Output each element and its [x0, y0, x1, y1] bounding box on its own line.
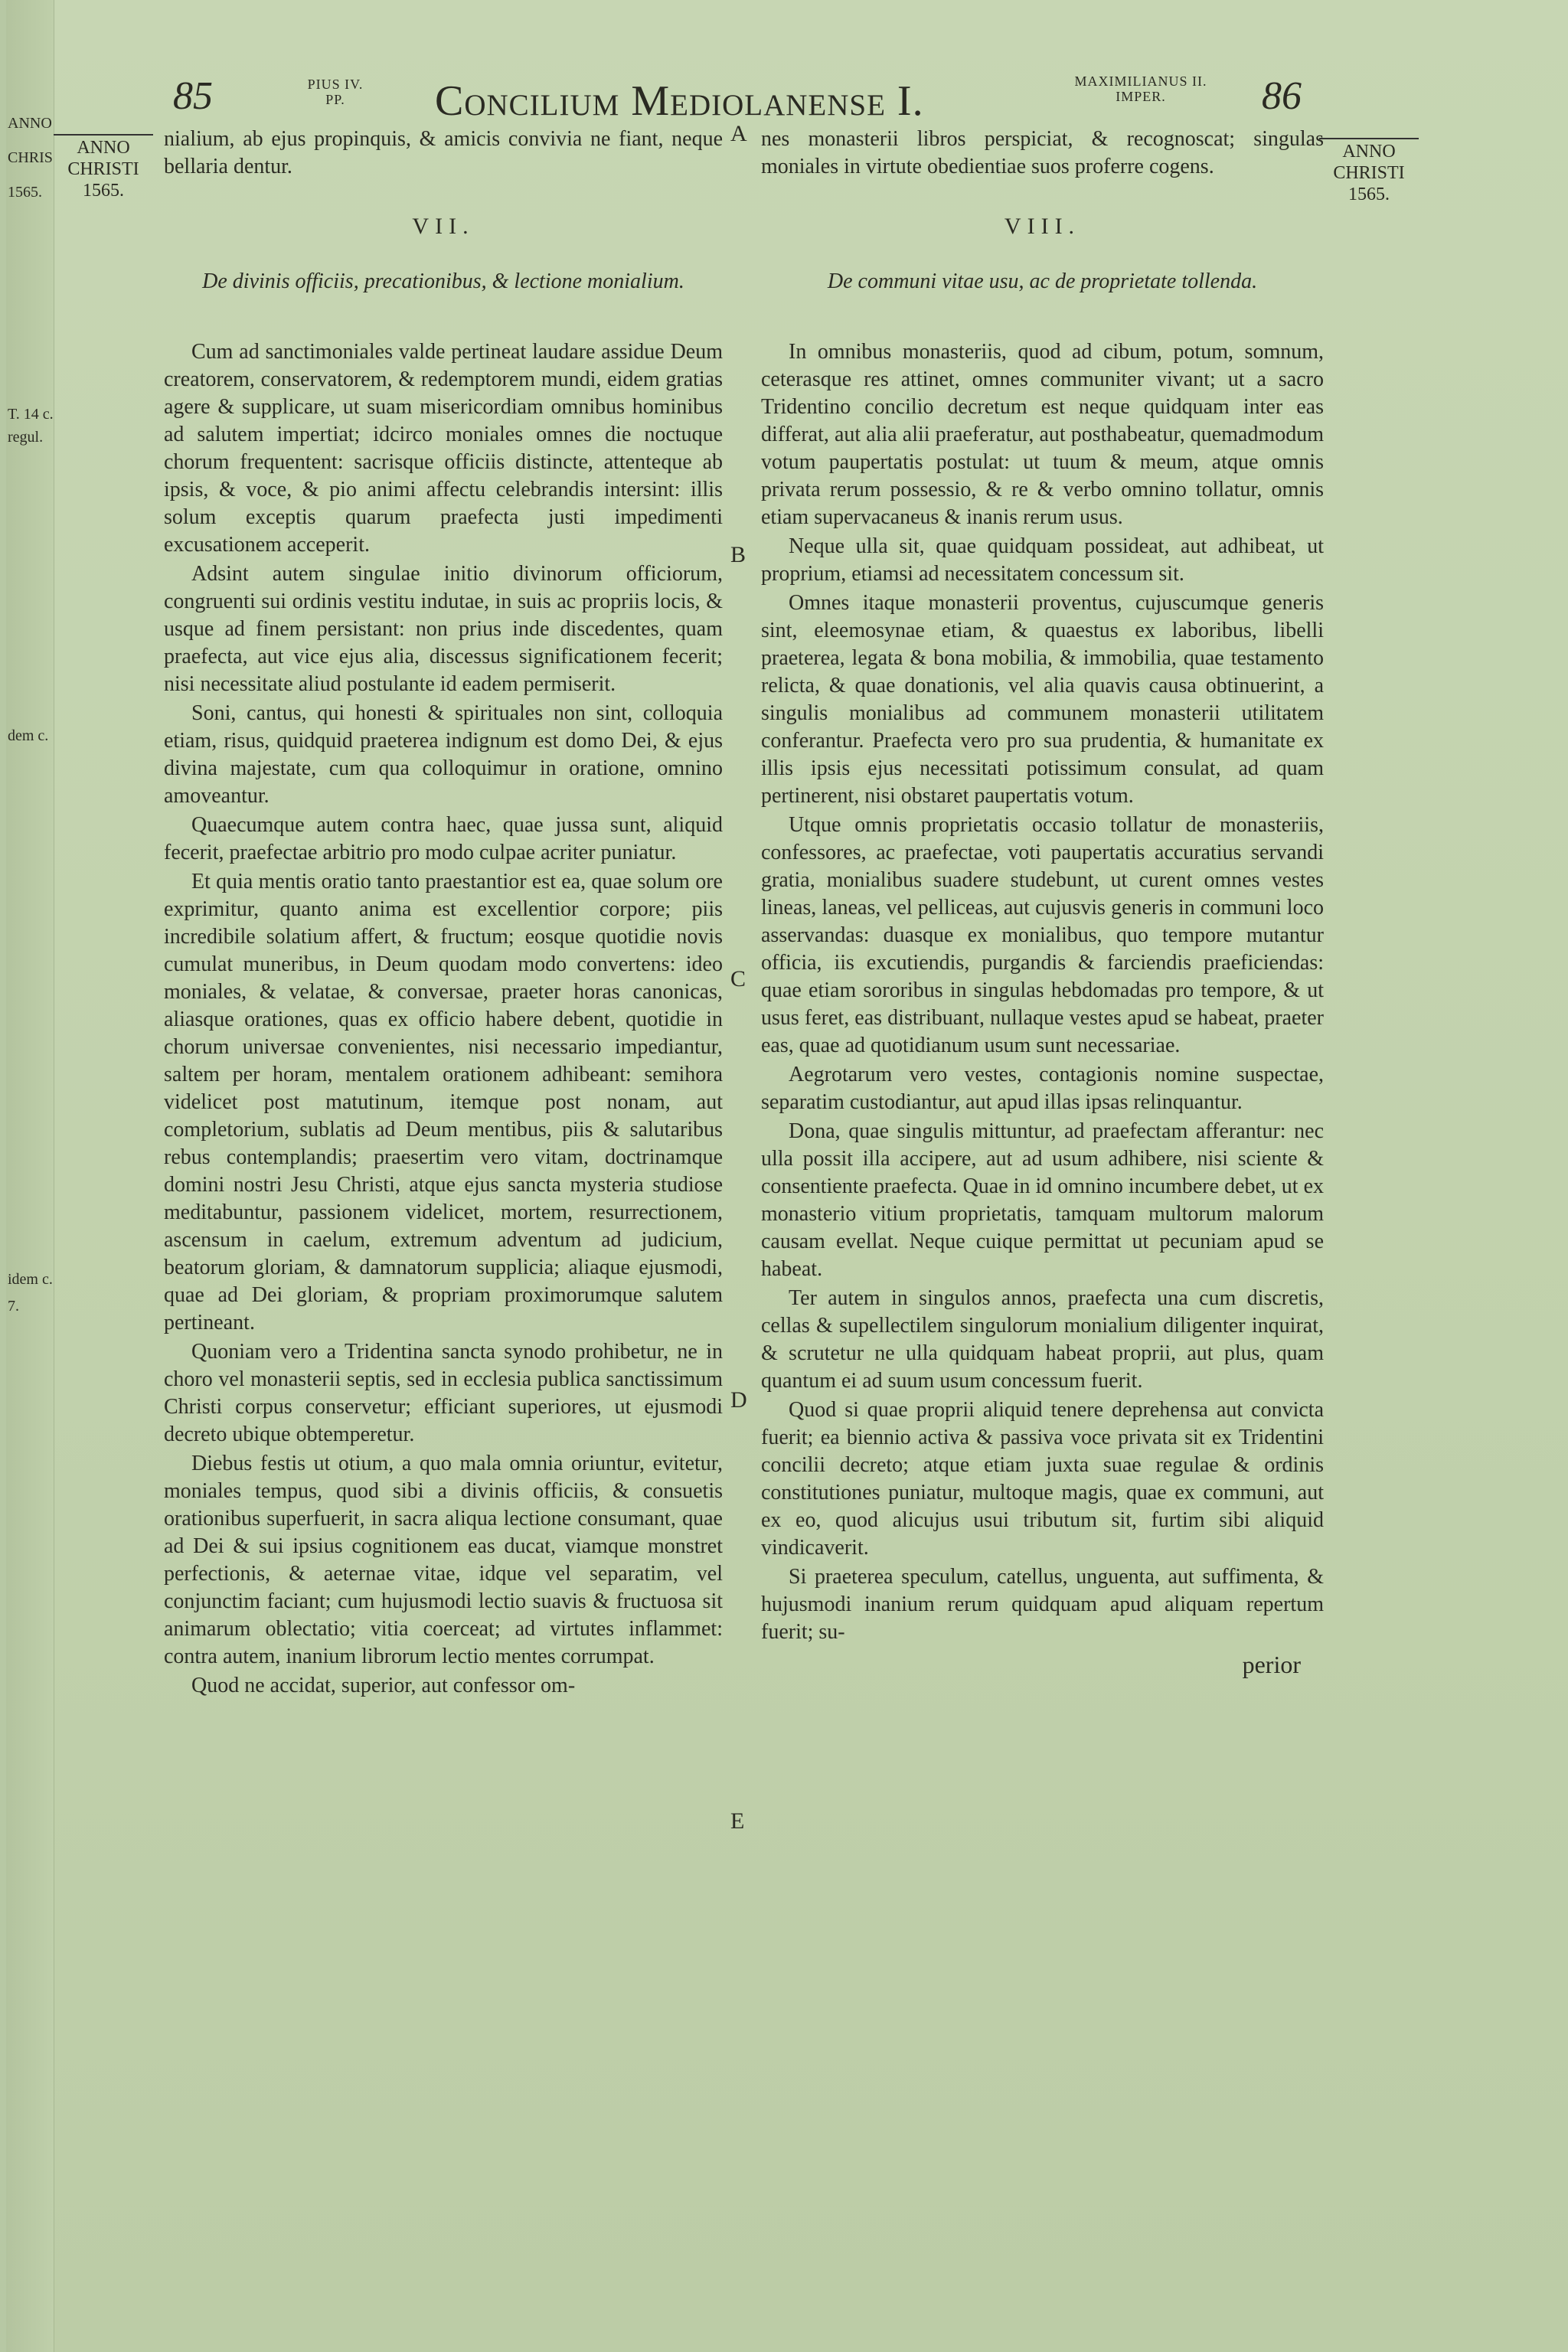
- paragraph: Utque omnis proprietatis occasio tollatur de monasteriis, confessores, ac praefectae, voti paupertatis accuratius servandi gratia, monialibus suadere studebunt, ut curent omnes vestes lineas, laneas, vel pelliceas, aut cujusvis generis in communi loco asservandas: duasque ex monialibus, quo tempore mutantur officia, iis excutiendis, purgandis & farciendis praeficiendas: quae etiam sororibus in singulas hebdomadas pro tempore, & ut usus feret, eas distribuant, nullaque vestes apud se habeat, praeter eas, quae ad quotidianum usum sunt necessariae.: [761, 813, 1324, 1057]
- paragraph: Omnes itaque monasterii proventus, cujuscumque generis sint, eleemosynae etiam, & quaestus ex laboribus, libelli praeterea, legata & bona mobilia, & immobilia, quae testamento relicta, & quae donationis, vel alia quavis causa obtinuerint, a singulis monialibus ad communem monasterii utilitatem conferantur. Praefecta vero pro sua prudentia, & humanitate ex illis ipsis ejus necessitati potissimum consulat, ad quam pertinerent, nisi obstaret paupertatis votum.: [761, 591, 1324, 808]
- edge-note: CHRIS: [8, 149, 53, 166]
- catchword: perior: [1242, 1651, 1301, 1678]
- paragraph: Ter autem in singulos annos, praefecta una cum discretis, cellas & supellectilem singulorum monialium diligenter inquirat, & scrutetur ne ulla quidquam habeat proprii, aut plus, quam quantum ei ad suum usum concessum fuerit.: [761, 1286, 1324, 1393]
- left-column: [164, 126, 723, 1701]
- page-number-left: 85: [173, 74, 213, 118]
- paragraph: In omnibus monasteriis, quod ad cibum, potum, somnum, ceterasque res attinet, omnes communiter vivant; ut a sacro Tridentino concilio decretum est neque quidquam inter eas differat, aut alia alii praeferatur, aut posthabeatur, quemadmodum votum paupertatis postulat: ut tuum & meum, atque omnis privata rerum possessio, & re & verbo omnino tollatur, omnis etiam supervacaneus & inanis rerum usus.: [761, 340, 1324, 529]
- paragraph: Dona, quae singulis mittuntur, ad praefectam afferantur: nec ulla possit illa accipere, aut ad usum adhibere, nisi sciente & consentiente praefecta. Quae in id omnino incumbere debet, ut ex monasterio vitium proprietatis, tamquam multorum malorum causam evellat. Neque cuique permittat ut pecuniam apud se habeat.: [761, 1119, 1324, 1281]
- chapter-number: VIII.: [1004, 214, 1081, 239]
- page-number-right: 86: [1262, 74, 1302, 118]
- adjacent-page-edge: [6, 0, 54, 2352]
- paragraph: Quoniam vero a Tridentina sancta synodo prohibetur, ne in choro vel monasterii septis, sed in ecclesia publica sanctissimum Christi corpus conservetur; efficiant superiores, ut ejusmodi decreto ubique obtemperetur.: [164, 1340, 723, 1446]
- edge-note: idem c.: [8, 1271, 53, 1288]
- paragraph: Quaecumque autem contra haec, quae jussa sunt, aliquid fecerit, praefectae arbitrio pro modo culpae acriter puniatur.: [164, 813, 723, 864]
- paragraph: Adsint autem singulae initio divinorum officiorum, congruenti sui ordinis vestitu indutae, in suis ac propriis locis, & usque ad finem persistant: non prius inde discedentes, quam praefecta, aut vice ejus alia, discessus significationem fecerit; nisi necessitate aliud postulante id eadem permiserit.: [164, 562, 723, 696]
- paragraph: Cum ad sanctimoniales valde pertineat laudare assidue Deum creatorem, conservatorem, & redemptorem mundi, eidem gratias agere & supplicare, ut suam misericordiam omnibus hominibus ad salutem impertiat; idcirco moniales omnes die noctuque chorum frequentent: sacrisque officiis distincte, attenteque ab ipsis, & voce, & pio animi affectu celebrandis intersint: illis solum exceptis quarum praefecta justi impedimenti excusationem acceperit.: [164, 340, 723, 557]
- section-marker: E: [730, 1808, 745, 1834]
- header-right-line: MAXIMILIANUS II.: [1074, 74, 1207, 89]
- anno-label: ANNO: [54, 134, 153, 158]
- paragraph: Diebus festis ut otium, a quo mala omnia oriuntur, evitetur, moniales tempus, quod sibi a divinis officiis, & consuetis orationibus superfuerit, in sacra aliqua lectione consumant, quae ad Dei & sui ipsius cognitionem eas ducat, viamque monstret perfectionis, & aeternae vitae, idque vel separatim, vel conjunctim faciant; cum hujusmodi lectio suavis & fructuosa sit animarum oblectatio; vitia coerceat; ad virtutes inflammet: contra autem, inanium librorum lectio mentes corrumpat.: [164, 1452, 723, 1668]
- edge-note: 1565.: [8, 184, 42, 201]
- header-right-line: IMPER.: [1116, 89, 1166, 104]
- section-marker: C: [730, 966, 746, 991]
- anno-christi-left: [54, 134, 153, 201]
- book-page: [6, 0, 1568, 2352]
- right-column: [761, 126, 1324, 1678]
- year-label: 1565.: [83, 181, 124, 201]
- header-left-note: [289, 77, 381, 107]
- christi-label: CHRISTI: [1333, 163, 1405, 183]
- edge-note: 7.: [8, 1298, 19, 1315]
- paragraph: Si praeterea speculum, catellus, unguenta, aut suffimenta, & hujusmodi inanium rerum quidquam apud aliquam repertum fuerit; su-: [761, 1565, 1324, 1644]
- edge-note: dem c.: [8, 727, 49, 744]
- running-title: Concilium Mediolanense I.: [435, 77, 924, 125]
- header-left-line: PP.: [325, 92, 345, 107]
- section-marker: B: [730, 542, 746, 567]
- edge-note: regul.: [8, 429, 44, 446]
- paragraph: Aegrotarum vero vestes, contagionis nomine suspectae, separatim custodiantur, aut apud illas ipsas relinquantur.: [761, 1063, 1324, 1114]
- paragraph: Quod ne accidat, superior, aut confessor om-: [191, 1674, 576, 1697]
- chapter-number: VII.: [412, 214, 475, 239]
- section-marker: D: [730, 1387, 747, 1413]
- edge-note: ANNO: [8, 115, 52, 132]
- edge-note: T. 14 c.: [8, 406, 54, 423]
- section-marker: A: [730, 121, 747, 146]
- chapter-title: De divinis officiis, precationibus, & lectione monialium.: [202, 270, 684, 293]
- paragraph: Et quia mentis oratio tanto praestantior est ea, quae solum ore exprimitur, quanto anima est excellentior corpore; piis incredibile solatium affert, & fructum; eosque quotidie novis cumulat muneribus, in Deum quodam modo convertens: ideo moniales, & velatae, & conversae, praeter horas canonicas, aliasque orationes, quas ex officio habere debent, quotidie in chorum universae convenientes, nisi necessario impediantur, saltem per horam, mentalem orationem adhibeant: semihora videlicet post matutinum, itemque post nonam, aut completorium, sublatis ad Deum mentibus, piis & salutaribus rebus contemplandis; praesertim vero vitam, doctrinamque domini nostri Jesu Christi, atque ejus sancta mysteria studiose meditabuntur, passionem videlicet, mortem, resurrectionem, ascensum in caelum, extremum adventum ad judicium, beatorum gloriam, & damnatorum supplicia; aliaque ejusmodi, quae ad Dei gloriam, & propriam proximorumque salutem pertineant.: [164, 870, 723, 1334]
- header-left-line: PIUS IV.: [307, 77, 364, 92]
- paragraph: Quod si quae proprii aliquid tenere deprehensa aut convicta fuerit; ea biennio activa & passiva voce privata sit ex Tridentini concilii decreto; atque etiam juxta suae regulae & ordinis constitutiones puniatur, multoque magis, quae ex communi, aut ex eo, quod alicujus usui tributum sit, furtim sibi aliquid vindicaverit.: [761, 1398, 1324, 1560]
- header-right-note: [1049, 74, 1233, 104]
- christi-label: CHRISTI: [67, 159, 139, 179]
- chapter-title: De communi vitae usu, ac de proprietate tollenda.: [827, 270, 1258, 293]
- paragraph: nes monasterii libros perspiciat, & recognoscat; singulas moniales in virtute obedientiae suos proferre cogens.: [761, 127, 1324, 178]
- anno-christi-right: [1319, 138, 1419, 205]
- paragraph: Neque ulla sit, quae quidquam possideat, aut adhibeat, ut proprium, etiamsi ad necessitatem concessum sit.: [761, 534, 1324, 586]
- year-label: 1565.: [1348, 185, 1390, 204]
- paragraph: nialium, ab ejus propinquis, & amicis convivia ne fiant, neque bellaria dentur.: [164, 127, 723, 178]
- paragraph: Soni, cantus, qui honesti & spirituales non sint, colloquia etiam, risus, quidquid praeterea indignum est domo Dei, & ejus divina majestate, cum qua colloquimur in oratione, omnino amoveantur.: [164, 701, 723, 808]
- anno-label: ANNO: [1319, 138, 1419, 162]
